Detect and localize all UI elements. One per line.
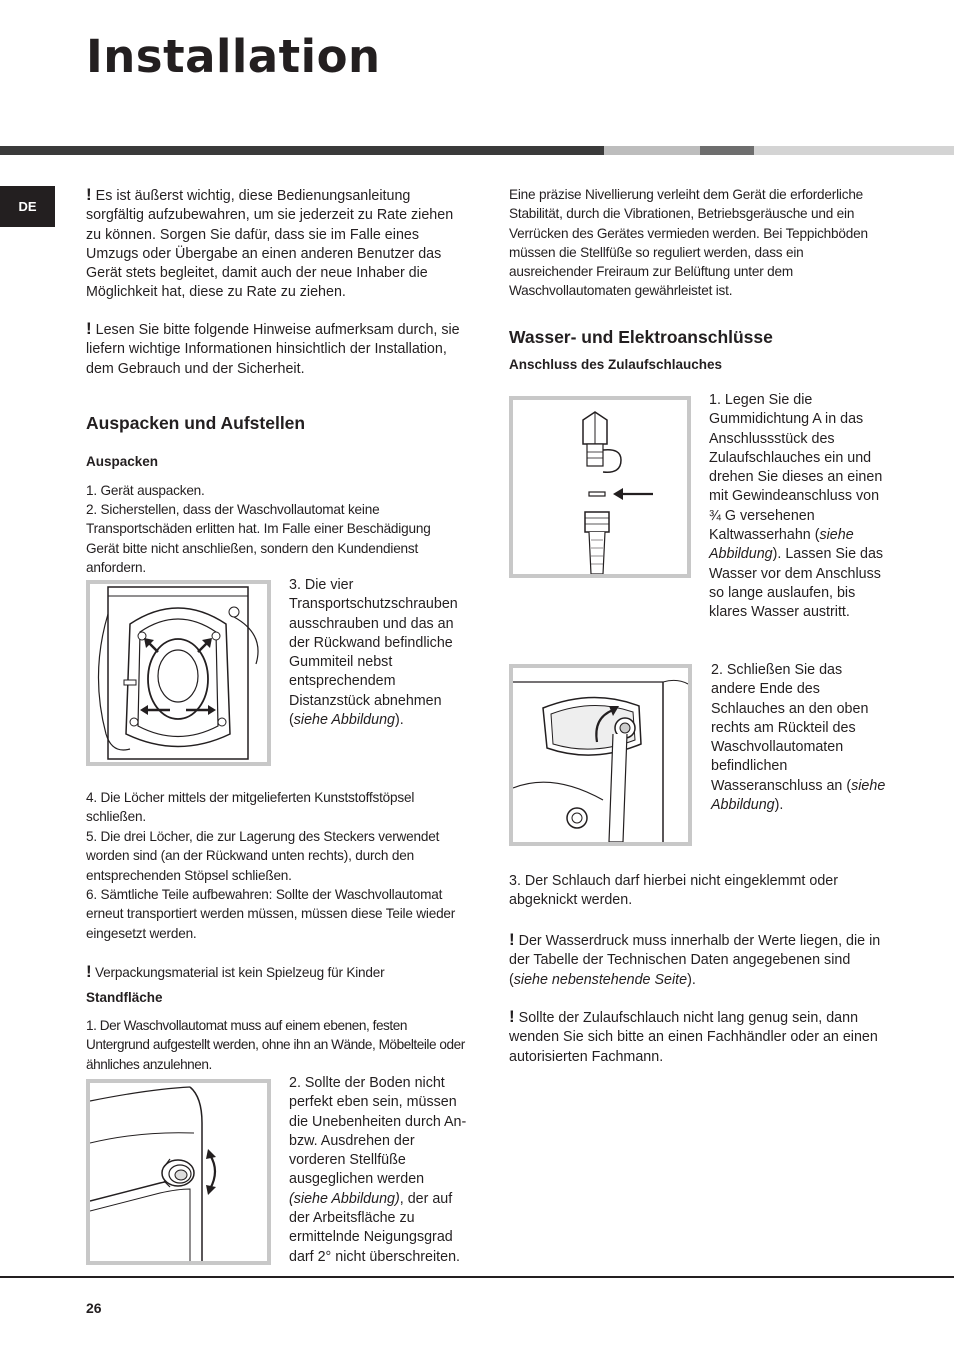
- note-text: Lesen Sie bitte folgende Hinweise aufmerksam durch, sie liefern wichtige Informationen hinsichtlich der Installation, dem Gebrauch und der Sicherheit.: [86, 322, 460, 377]
- language-tab: DE: [0, 186, 55, 227]
- step-text: 2. Schließen Sie das andere Ende des Schlauches an den oben rechts am Rückteil des Waschvollautomaten befindlichen Wasseranschluss an (: [711, 662, 869, 794]
- floor-step-2: [289, 1074, 467, 1267]
- floor-step-1: 1. Der Waschvollautomat muss auf einem ebenen, festen Untergrund aufgestellt werden, ohne ihn an Wände, Möbelteile oder ähnliches anzulehnen.: [86, 1018, 465, 1072]
- warning-icon: !: [86, 319, 92, 338]
- header-divider-bar: [0, 146, 954, 155]
- note-text: Verpackungsmaterial ist kein Spielzeug für Kinder: [95, 965, 385, 980]
- tap-hose-illustration: [513, 400, 687, 574]
- figure-leveling-foot: [86, 1079, 271, 1265]
- warning-note-keep-manual: [86, 185, 466, 303]
- step-text-end: ).: [774, 797, 784, 814]
- warning-note-hose-length: [509, 1007, 889, 1067]
- section-heading-unpacking: Auspacken und Aufstellen: [86, 413, 306, 433]
- figure-reference: siehe Abbildung: [711, 777, 886, 814]
- bar-segment: [604, 146, 700, 155]
- subheading-floor: Standfläche: [86, 990, 163, 1005]
- leveling-intro: Eine präzise Nivellierung verleiht dem Gerät die erforderliche Stabilität, durch die Vibrationen, Betriebsgeräusche und ein Verrücken des Gerätes vermieden werden. Bei Teppichböden müssen die Stellfüße so reguliert werden, dass ein ausreichender Freiraum zur Belüftung unter dem Waschvollautomaten gewährleistet ist.: [509, 187, 868, 299]
- unpack-step-1: 1. Gerät auspacken.: [86, 483, 205, 498]
- step-text-end: ).: [394, 712, 404, 729]
- note-text: Der Wasserdruck muss innerhalb der Werte liegen, die in der Tabelle der Technischen Daten angegebenen sind (: [509, 933, 881, 988]
- note-text-end: ).: [687, 971, 696, 988]
- unpack-step-4: 4. Die Löcher mittels der mitgelieferten Kunststoffstöpsel schließen.: [86, 790, 415, 825]
- warning-icon: !: [86, 962, 92, 981]
- bar-segment: [0, 146, 604, 155]
- warning-note-packaging: [86, 962, 466, 982]
- unpack-step-6: 6. Sämtliche Teile aufbewahren: Sollte der Waschvollautomat erneut transportiert werden müssen, müssen diese Teile wieder eingesetzt werden.: [86, 887, 456, 941]
- washer-rear-illustration: [90, 584, 267, 762]
- figure-reference: siehe Abbildung: [293, 712, 395, 729]
- figure-reference: siehe Abbildung: [709, 527, 854, 563]
- figure-tap-connection: [509, 396, 691, 578]
- warning-icon: !: [509, 930, 515, 949]
- warning-icon: !: [509, 1007, 515, 1026]
- step-text: 3. Die vier Transportschutzschrauben ausschrauben und das an der Rückwand befindliche Gummiteil nebst entsprechendem Distanzstück abnehmen (: [289, 577, 458, 729]
- figure-machine-inlet: [509, 664, 692, 846]
- note-text: Sollte der Zulaufschlauch nicht lang genug sein, dann wenden Sie sich bitte an einen Fachhändler oder an einen autorisierten Fachmann.: [509, 1010, 878, 1065]
- unpack-step-2: 2. Sicherstellen, dass der Waschvollautomat keine Transportschäden erlitten hat. Im Falle einer Beschädigung Gerät bitte nicht anschließen, sondern den Kundendienst anfordern.: [86, 502, 431, 575]
- bar-segment: [700, 146, 754, 155]
- unpack-step-5: 5. Die drei Löcher, die zur Lagerung des Steckers verwendet worden sind (an der Rückwand unten rechts), durch den entsprechenden Stöpsel schließen.: [86, 829, 440, 883]
- machine-inlet-illustration: [513, 668, 688, 842]
- warning-note-water-pressure: [509, 930, 889, 990]
- hose-step-3: 3. Der Schlauch darf hierbei nicht eingeklemmt oder abgeknickt werden.: [509, 873, 838, 909]
- step-text-end: , der auf der Arbeitsfläche zu ermittelnde Neigungsgrad darf 2° nicht überschreiten.: [289, 1190, 461, 1265]
- warning-note-read-instructions: [86, 319, 466, 379]
- bar-segment: [754, 146, 954, 155]
- note-text: Es ist äußerst wichtig, diese Bedienungsanleitung sorgfältig aufzubewahren, um sie jederzeit zu Rate ziehen zu können. Sorgen Sie dafür, dass sie im Falle eines Umzugs oder Übergabe an einen anderen Benutzer das Gerät stets begleitet, damit auch der neue Inhaber die Möglichkeit hat, diese zu Rate zu ziehen.: [86, 188, 454, 301]
- step-text: 2. Sollte der Boden nicht perfekt eben sein, müssen die Unebenheiten durch An- bzw. Ausdrehen der vorderen Stellfüße ausgeglichen werden: [289, 1075, 467, 1188]
- figure-transport-screws: [86, 580, 271, 766]
- figure-reference: (siehe Abbildung): [289, 1190, 400, 1207]
- hose-step-2: [711, 661, 889, 815]
- page-number: 26: [86, 1300, 102, 1316]
- warning-icon: !: [86, 185, 92, 204]
- section-heading-connections: Wasser- und Elektroanschlüsse: [509, 327, 773, 347]
- unpack-step-3: [289, 576, 461, 730]
- subheading-inlet-hose: Anschluss des Zulaufschlauches: [509, 357, 723, 372]
- page-title: Installation: [86, 30, 381, 83]
- step-text-end: ). Lassen Sie das Wasser vor dem Anschluss so lange auslaufen, bis klares Wasser austritt.: [709, 546, 884, 621]
- page-reference: siehe nebenstehende Seite: [513, 971, 688, 988]
- leveling-foot-illustration: [90, 1083, 267, 1261]
- step-text: 1. Legen Sie die Gummidichtung A in das Anschlussstück des Zulaufschlauches ein und drehen Sie dieses an einen mit Gewindeanschluss von ¾ G versehenen Kaltwasserhahn (: [709, 392, 883, 544]
- hose-step-1-part: [709, 391, 889, 623]
- subheading-unpacking: Auspacken: [86, 454, 159, 469]
- footer-rule: [0, 1276, 954, 1278]
